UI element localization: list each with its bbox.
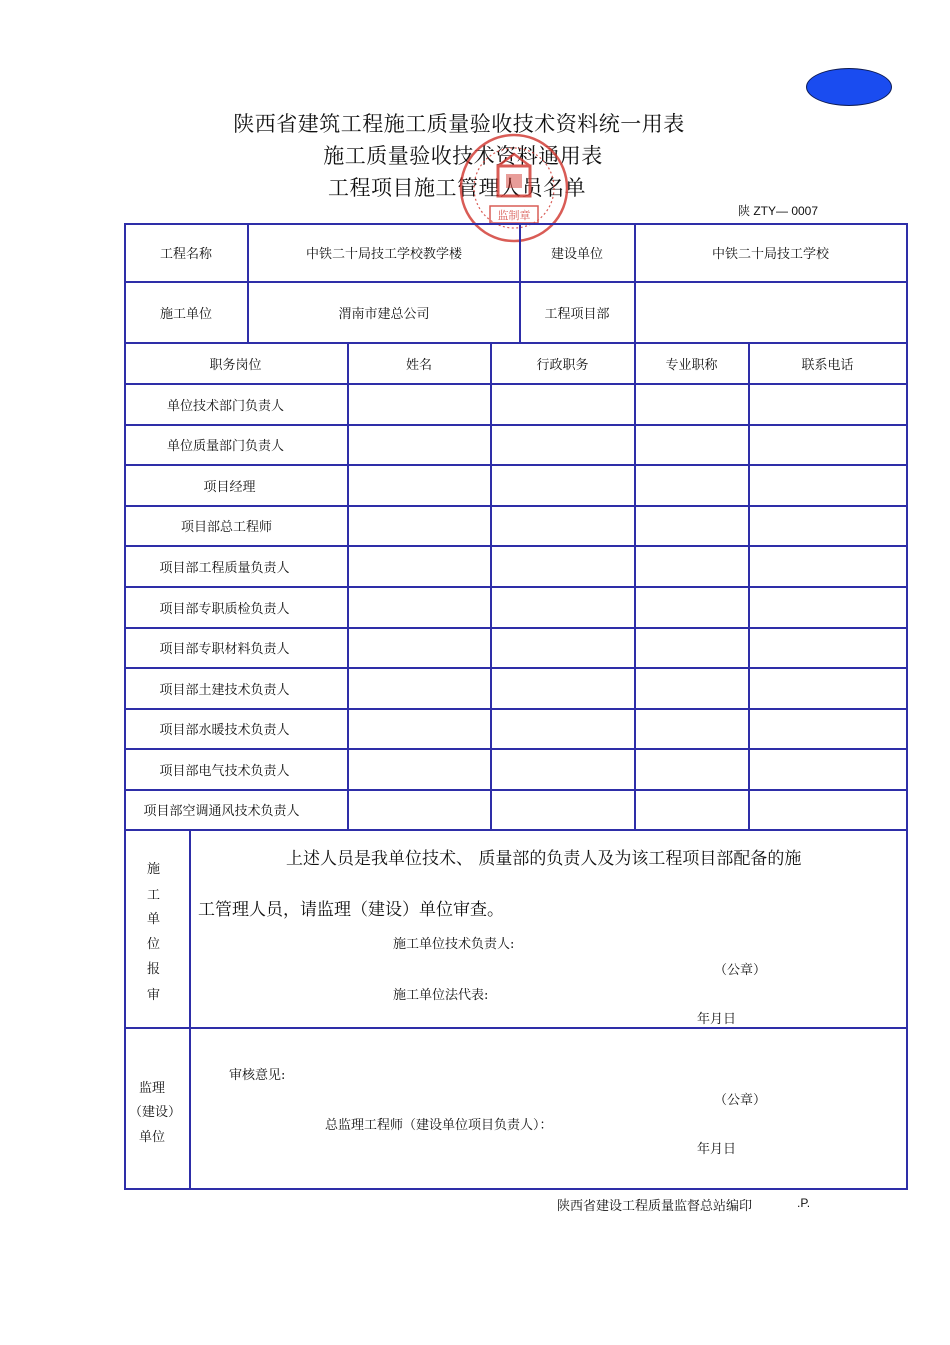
table-row: 单位质量部门负责人 (166, 439, 284, 454)
report-side-label-char: 单 (147, 912, 161, 927)
opinion-label: 审核意见: (229, 1068, 286, 1083)
table-row: 项目部水暖技术负责人 (159, 723, 290, 738)
table-row: 项目部专职质检负责人 (159, 601, 290, 617)
stamp-text: 监制章 (497, 209, 531, 222)
report-statement-line-2: 工管理人员，请监理（建设）单位审查。 (198, 900, 504, 920)
project-dept-value[interactable] (635, 282, 906, 342)
project-name-label: 工程名称 (159, 247, 212, 262)
title-line-1: 陕西省建筑工程施工质量验收技术资料统一用表 (233, 112, 685, 136)
header-phone: 联系电话 (801, 357, 854, 373)
header-professional-title: 专业职称 (665, 357, 718, 373)
project-name-value[interactable]: 中铁二十局技工学校教学楼 (305, 247, 462, 262)
header-admin-title: 行政职务 (536, 357, 589, 373)
tech-lead-label: 施工单位技术负责人: (393, 937, 515, 952)
title-line-2: 施工质量验收技术资料通用表 (323, 144, 603, 168)
contractor-seal: （公章） (714, 963, 767, 978)
title-line-3: 工程项目施工管理人员名单 (328, 176, 586, 200)
contractor-value[interactable]: 渭南市建总公司 (338, 306, 430, 322)
blue-oval-mark (806, 68, 892, 106)
table-row: 项目部总工程师 (180, 520, 272, 535)
report-side-label-char: 工 (147, 888, 161, 903)
table-row: 单位技术部门负责人 (166, 398, 284, 414)
report-side-label-char: 位 (147, 937, 161, 952)
table-row: 项目部空调通风技术负责人 (143, 804, 300, 819)
contractor-label: 施工单位 (159, 306, 212, 322)
header-position: 职务岗位 (209, 357, 262, 373)
report-side-label-char: 施 (147, 862, 161, 877)
supervisor-side-label-line: 监理 (139, 1081, 166, 1096)
table-row: 项目部电气技术负责人 (159, 763, 290, 779)
contractor-date: 年月日 (697, 1012, 737, 1027)
table-row: 项目部土建技术负责人 (159, 682, 290, 698)
footer-publisher: 陕西省建设工程质量监督总站编印 (557, 1199, 753, 1214)
table-row: 项目部工程质量负责人 (159, 560, 290, 576)
report-statement-line-1: 上述人员是我单位技术、 质量部的负责人及为该工程项目部配备的施 (286, 849, 802, 869)
legal-rep-label: 施工单位法代表: (393, 988, 489, 1003)
supervisor-date: 年月日 (697, 1142, 737, 1157)
header-name: 姓名 (405, 357, 432, 373)
supervisor-seal: （公章） (714, 1093, 767, 1108)
table-row: 项目经理 (203, 479, 256, 495)
chief-supervisor-label: 总监理工程师（建设单位项目负责人）： (325, 1118, 553, 1133)
owner-label: 建设单位 (550, 247, 603, 262)
owner-value[interactable]: 中铁二十局技工学校 (711, 247, 829, 262)
report-side-label-char: 审 (147, 988, 161, 1003)
page-mark: .P. (797, 1196, 811, 1210)
table-row: 项目部专职材料负责人 (159, 642, 290, 657)
project-dept-label: 工程项目部 (544, 306, 610, 322)
supervisor-side-label-line: （建设） (129, 1105, 182, 1120)
supervisor-side-label-line: 单位 (139, 1130, 166, 1145)
report-side-label-char: 报 (147, 962, 161, 977)
form-code: 陕 ZTY— 0007 (738, 204, 819, 218)
